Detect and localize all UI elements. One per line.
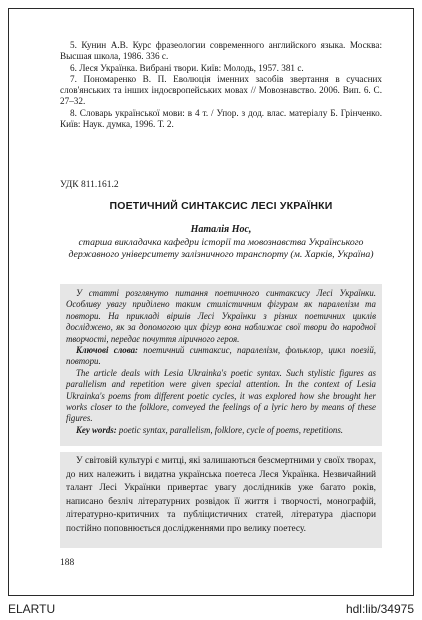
article-title: ПОЕТИЧНИЙ СИНТАКСИС ЛЕСІ УКРАЇНКИ (109, 200, 333, 212)
keywords-en-label: Key words: (76, 424, 117, 435)
author-affiliation: старша викладачка кафедри історії та мовознавства Українського державного університету залізничного транспорту (м. Харків, Україна) (68, 237, 374, 261)
keywords-uk-text: поетичний синтаксис, паралелізм, фольклор, цикл поезій, повтори. (66, 345, 376, 367)
author-name: Наталія Нос, (190, 224, 252, 235)
keywords-uk-label: Ключові слова: (76, 345, 138, 356)
footer-bar (0, 600, 422, 620)
page-number: 188 (60, 558, 75, 568)
reference-item: 6. Леся Українка. Вибрані твори. Київ: Молодь, 1957. 381 с. (70, 62, 304, 73)
reference-item: 8. Словарь української мови: в 4 т. / Упор. з дод. влас. матеріалу Б. Грінченко. Київ: Наук. думка, 1996. Т. 2. (60, 107, 382, 130)
reference-list (60, 40, 382, 130)
keywords-en (66, 425, 376, 436)
body-paragraph: У світовій культурі є митці, які залишаються безсмертними у своїх творах, до них належить і видатна українська поетеса Леся Українка. Незвичайний талант Лесі Українки привертає увагу дослідників уже багато років, написано безліч літературних розвідок її життя і творчості, монографій, літературно-критичних та публіцистичних статей, література діаспори постійно поповнюється дослідженнями про велику поетесу. (66, 456, 376, 534)
reference-item: 5. Кунин А.В. Курс фразеологии современного английского языка. Москва: Высшая школа, 1986. 336 с. (60, 40, 382, 62)
keywords-uk (66, 345, 376, 368)
abstract-uk (66, 288, 376, 345)
body-text-box (60, 452, 382, 548)
abstract-box (60, 284, 382, 446)
keywords-en-text: poetic syntax, parallelism, folklore, cycle of poems, repetitions. (116, 424, 344, 435)
abstract-uk-text: У статті розглянуто питання поетичного синтаксису Лесі Українки. Особливу увагу приділено таким стилістичним фігурам як паралелізм та повтори. На прикладі віршів Лесі Українки з різних поетичних циклів досліджено, як за допомогою цих фігур вона наближає свої твори до народної творчості, передає почуття ліричного героя. (66, 288, 376, 344)
footer-repository-name: ELARTU (8, 602, 56, 616)
abstract-en-text: The article deals with Lesia Ukrainka's poetic syntax. Such stylistic figures as parallelism and repetition were given special attention. In the context of Lesia Ukrainka's poems from different poetic cycles, it was explored how she brought her works closer to the folklore, conveyed the feelings of a lyric hero by means of these figures. (66, 367, 376, 424)
footer-handle-link[interactable]: hdl:lib/34975 (345, 602, 414, 616)
udk-code: УДК 811.161.2 (60, 180, 119, 190)
reference-item: 7. Пономаренко В. П. Еволюція іменних засобів звертання в сучасних слов'янських та інших індоєвропейських мовах // Мовознавство. 2006. Вип. 6. С. 27–32. (60, 73, 382, 107)
abstract-en (66, 368, 376, 425)
